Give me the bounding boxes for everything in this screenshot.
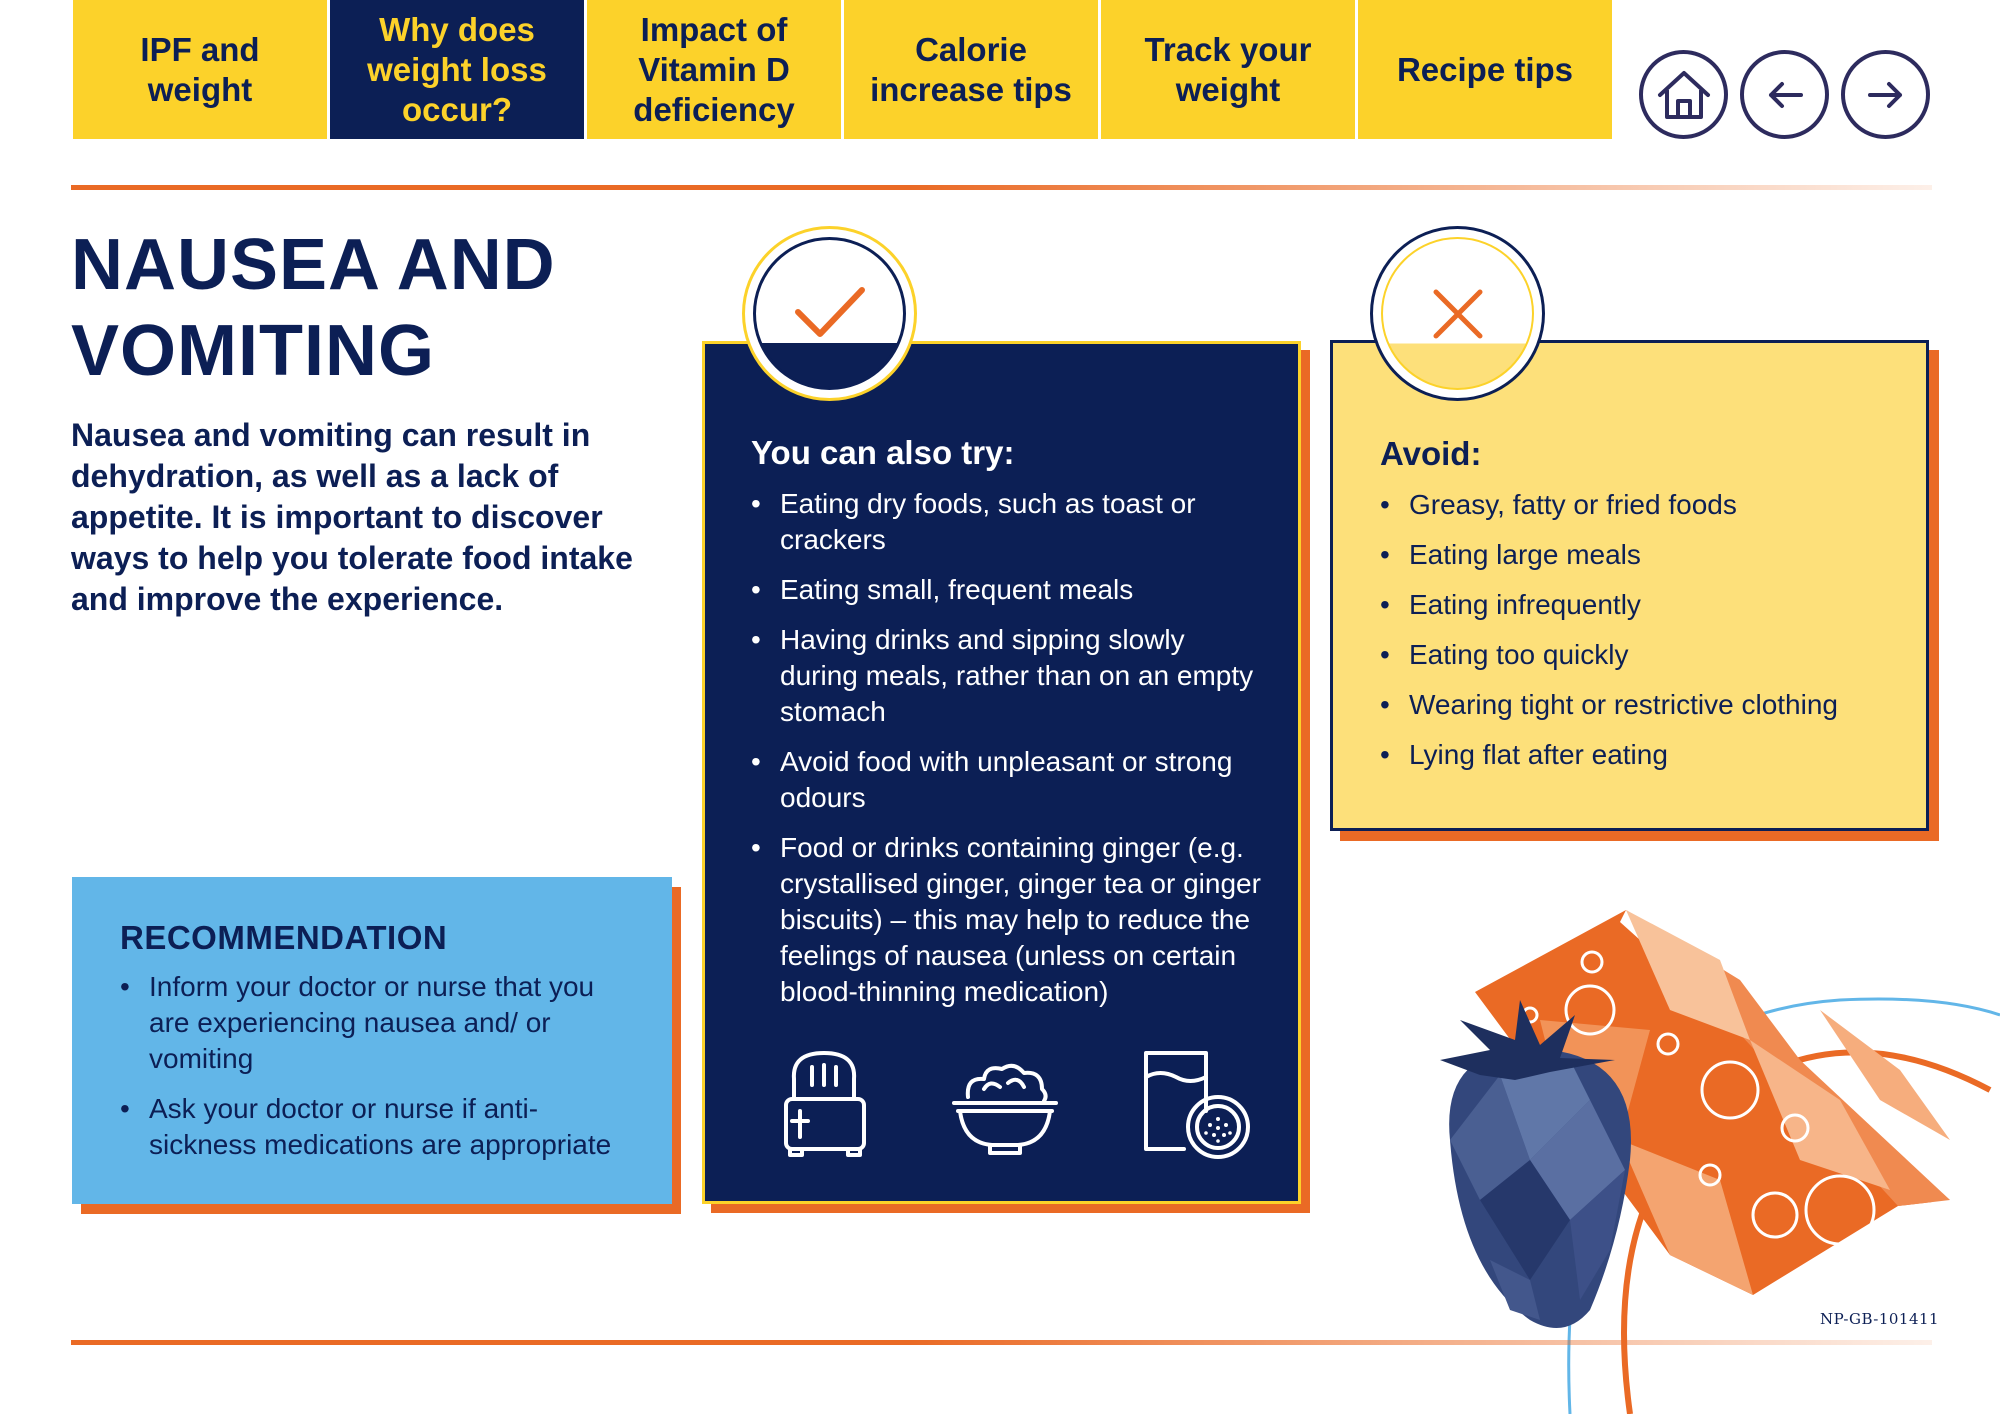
top-navigation xyxy=(73,0,1615,139)
avoid-list xyxy=(1380,487,1896,773)
tab-why-weight-loss[interactable]: Why does weight loss occur? xyxy=(330,0,584,139)
list-item: • Ask your doctor or nurse if anti-sickness medications are appropriate xyxy=(120,1091,632,1163)
arrow-left-icon xyxy=(1765,80,1805,110)
food-icons-row xyxy=(780,1049,1250,1159)
list-item: • Inform your doctor or nurse that you are experiencing nausea and/ or vomiting xyxy=(120,969,632,1077)
home-button[interactable] xyxy=(1639,50,1728,139)
forward-button[interactable] xyxy=(1841,50,1930,139)
fruit-illustration xyxy=(1420,900,2000,1414)
try-title: You can also try: xyxy=(751,434,1015,471)
list-item: • Wearing tight or restrictive clothing xyxy=(1380,687,1896,723)
tab-vitamin-d[interactable]: Impact of Vitamin D deficiency xyxy=(587,0,841,139)
avoid-box xyxy=(1330,340,1929,831)
top-divider xyxy=(71,185,1932,190)
list-item: • Eating small, frequent meals xyxy=(751,572,1268,608)
list-item: • Eating too quickly xyxy=(1380,637,1896,673)
tab-ipf-and-weight[interactable]: IPF and weight xyxy=(73,0,327,139)
avoid-title: Avoid: xyxy=(1380,435,1482,472)
list-item: • Lying flat after eating xyxy=(1380,737,1896,773)
list-item: • Eating dry foods, such as toast or crackers xyxy=(751,486,1268,558)
list-item: • Food or drinks containing ginger (e.g. crystallised ginger, ginger tea or ginger biscuits) – this may help to reduce the feelings of nausea (unless on certain blood-thinning medication) xyxy=(751,830,1268,1010)
tab-calorie-tips[interactable]: Calorie increase tips xyxy=(844,0,1098,139)
ginger-drink-icon xyxy=(1140,1049,1250,1159)
recommendation-list xyxy=(120,969,632,1163)
page-title: NAUSEA AND VOMITING xyxy=(71,225,556,391)
cross-badge xyxy=(1370,226,1545,401)
recommendation-title: RECOMMENDATION xyxy=(120,919,448,956)
cross-icon xyxy=(1428,284,1488,344)
home-icon xyxy=(1656,69,1712,121)
document-code: NP-GB-101411 xyxy=(1820,1310,1940,1328)
list-item: • Having drinks and sipping slowly during meals, rather than on an empty stomach xyxy=(751,622,1268,730)
list-item: • Eating infrequently xyxy=(1380,587,1896,623)
toaster-icon xyxy=(780,1049,870,1159)
salad-bowl-icon xyxy=(950,1059,1060,1159)
list-item: • Avoid food with unpleasant or strong odours xyxy=(751,744,1268,816)
checkmark-icon xyxy=(790,284,870,344)
tab-track-weight[interactable]: Track your weight xyxy=(1101,0,1355,139)
bottom-divider xyxy=(71,1340,1932,1345)
intro-text: Nausea and vomiting can result in dehydration, as well as a lack of appetite. It is important to discover ways to help you tolerate food intake and improve the experience. xyxy=(71,417,633,617)
try-list xyxy=(751,486,1268,1010)
check-badge xyxy=(742,226,917,401)
list-item: • Greasy, fatty or fried foods xyxy=(1380,487,1896,523)
arrow-right-icon xyxy=(1866,80,1906,110)
list-item: • Eating large meals xyxy=(1380,537,1896,573)
try-box xyxy=(702,341,1301,1204)
back-button[interactable] xyxy=(1740,50,1829,139)
tab-recipe-tips[interactable]: Recipe tips xyxy=(1358,0,1612,139)
recommendation-box xyxy=(72,877,672,1204)
